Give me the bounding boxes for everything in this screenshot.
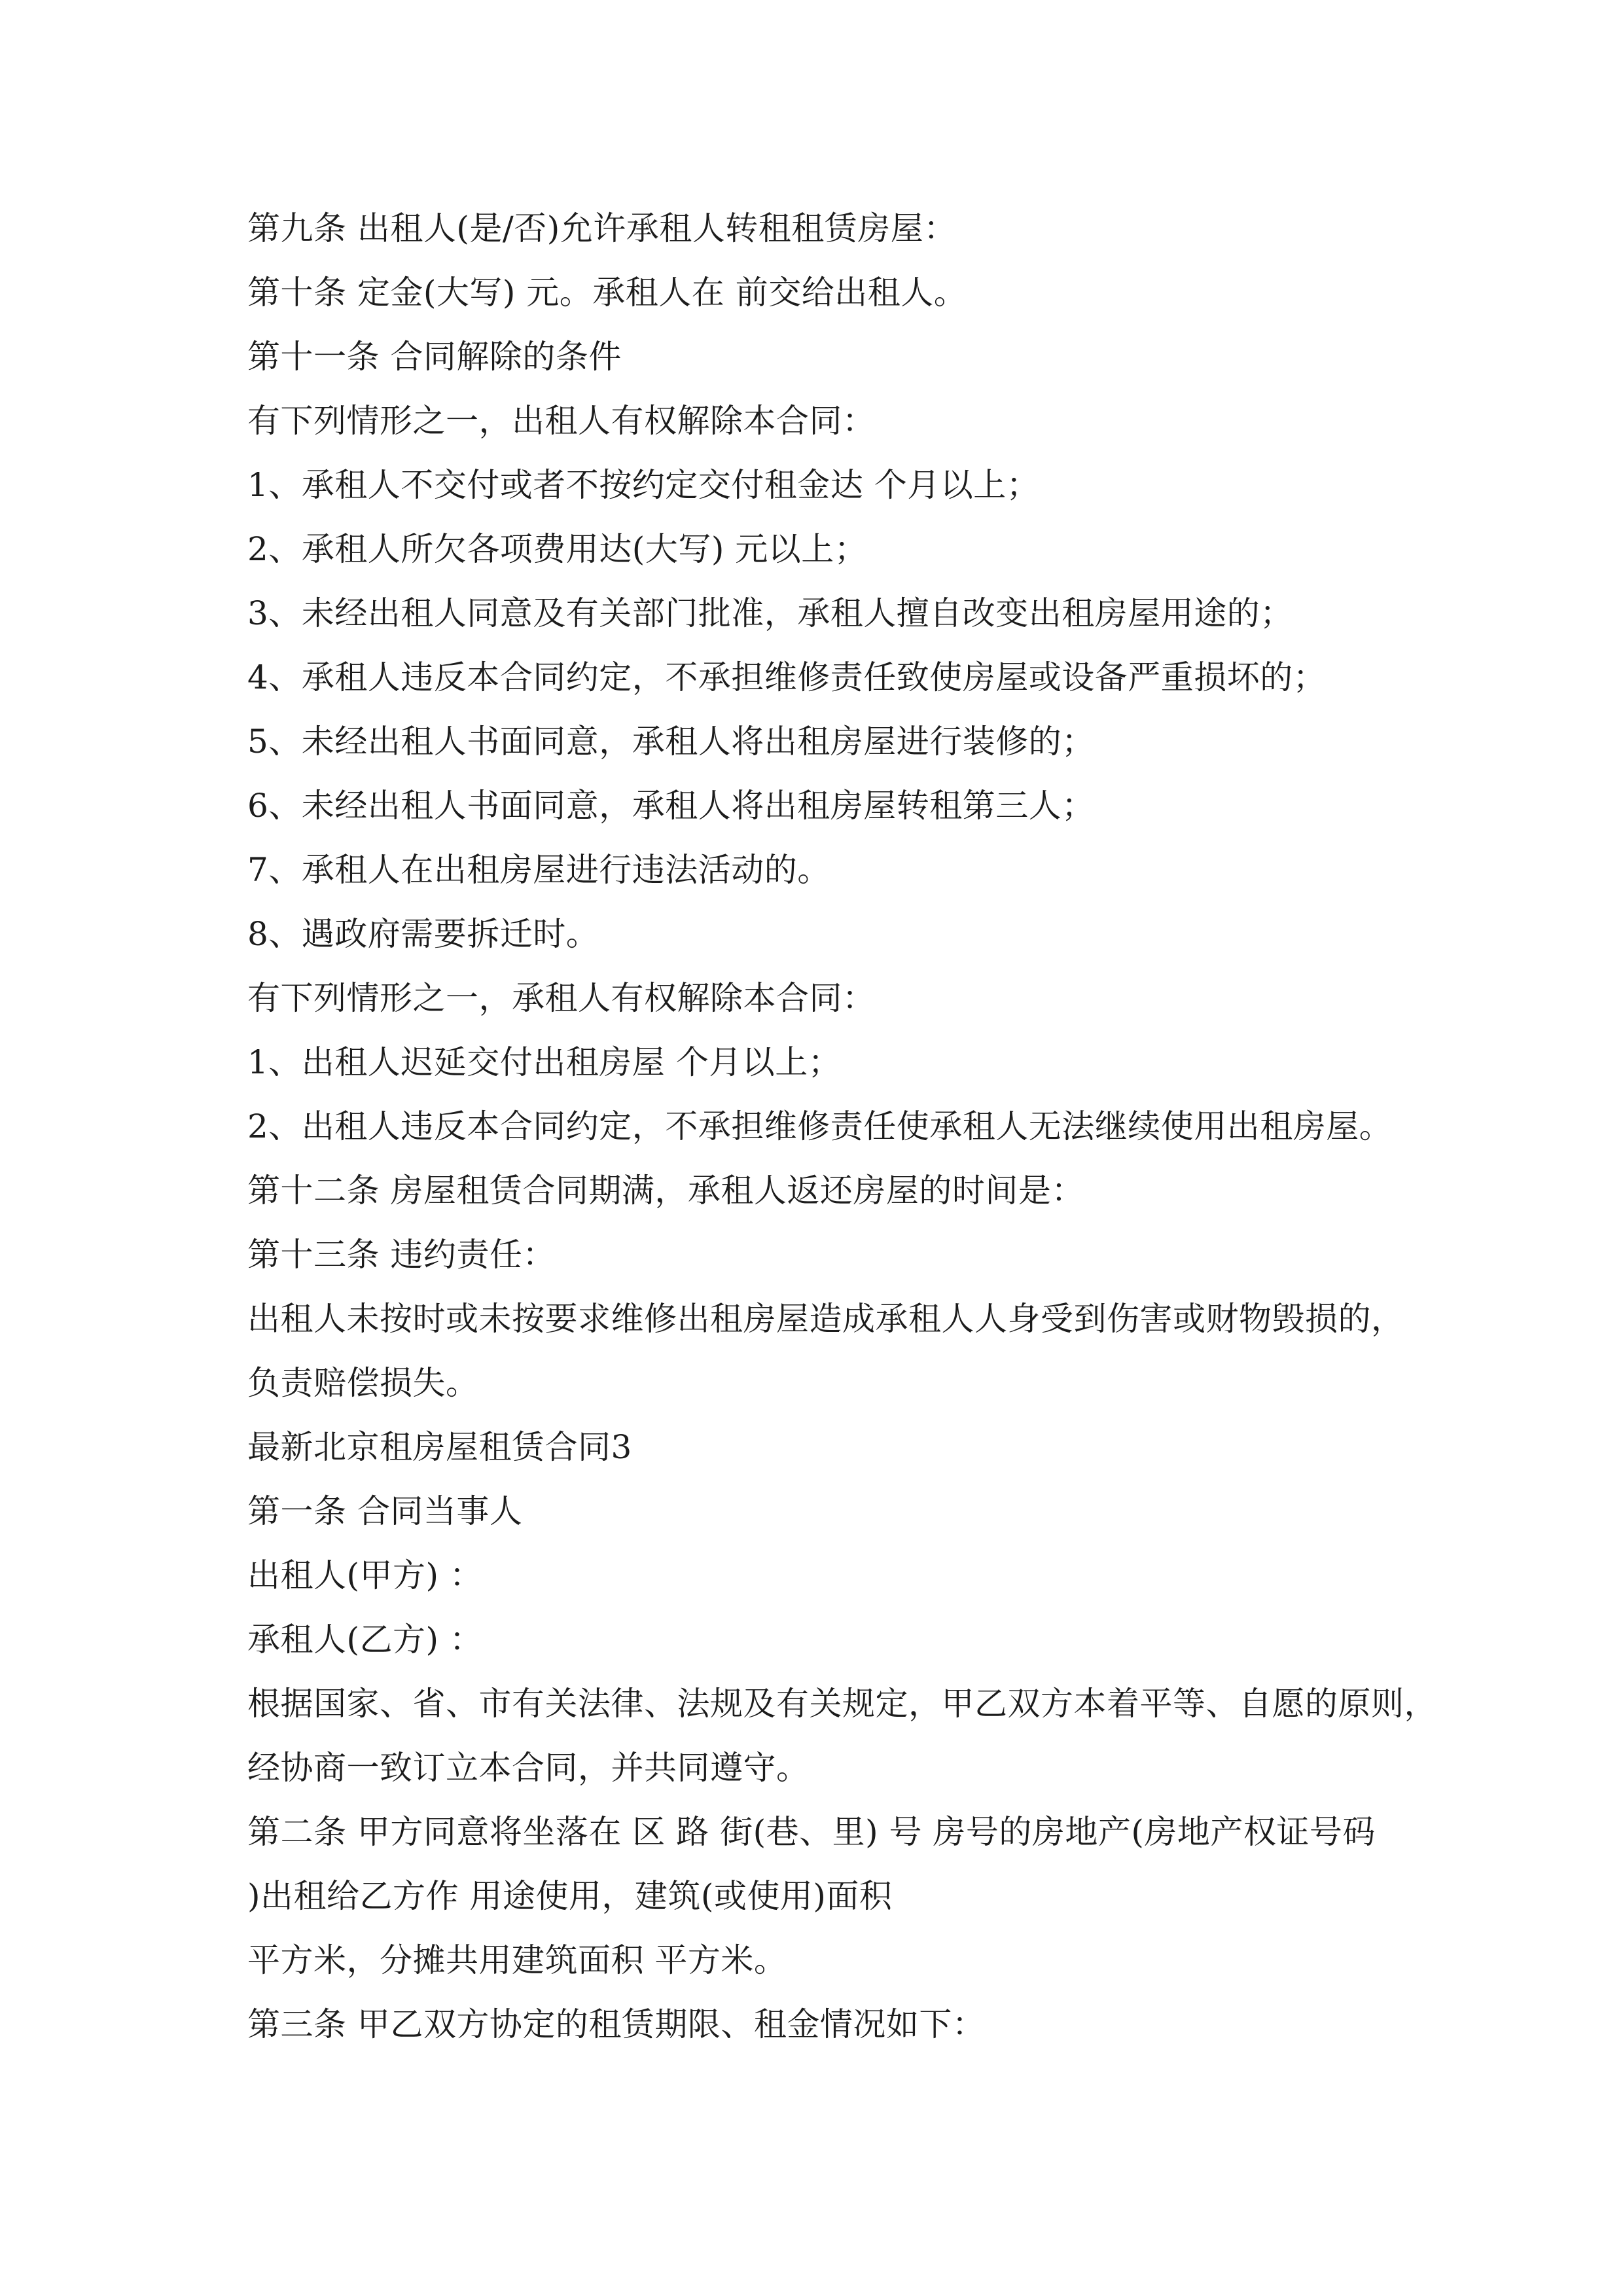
lessor-termination-item-1: 1、承租人不交付或者不按约定交付租金达 个月以上；	[247, 466, 1040, 504]
lessor-termination-item-8: 8、遇政府需要拆迁时。	[247, 915, 599, 953]
lessor-termination-intro: 有下列情形之一，出租人有权解除本合同：	[247, 402, 876, 440]
lessor-termination-item-6: 6、未经出租人书面同意，承租人将出租房屋转租第三人；	[247, 787, 1095, 825]
preamble-text-1: 根据国家、省、市有关法律、法规及有关规定，甲乙双方本着平等、自愿的原则，	[247, 1685, 1437, 1723]
lessor-termination-item-2: 2、承租人所欠各项费用达(大写) 元以上；	[247, 530, 868, 568]
clause-11-heading: 第十一条 合同解除的条件	[247, 338, 622, 376]
lessee-termination-item-2: 2、出租人违反本合同约定，不承担维修责任使承租人无法继续使用出租房屋。	[247, 1107, 1393, 1145]
party-b-line: 承租人(乙方) ：	[247, 1621, 483, 1659]
clause-2-text-3: 平方米，分摊共用建筑面积 平方米。	[247, 1941, 787, 1979]
lessee-termination-item-1: 1、出租人迟延交付出租房屋 个月以上；	[247, 1043, 842, 1081]
lessee-termination-intro: 有下列情形之一，承租人有权解除本合同：	[247, 979, 876, 1017]
clause-13-text-1: 出租人未按时或未按要求维修出租房屋造成承租人人身受到伤害或财物毁损的，	[247, 1300, 1404, 1338]
lessor-termination-item-7: 7、承租人在出租房屋进行违法活动的。	[247, 851, 830, 889]
clause-13-text-2: 负责赔偿损失。	[247, 1364, 479, 1402]
clause-9-sublease: 第九条 出租人(是/否)允许承租人转租租赁房屋：	[247, 209, 957, 247]
lessor-termination-item-4: 4、承租人违反本合同约定，不承担维修责任致使房屋或设备严重损坏的；	[247, 658, 1327, 696]
clause-12-return: 第十二条 房屋租赁合同期满，承租人返还房屋的时间是：	[247, 1172, 1084, 1210]
party-a-line: 出租人(甲方) ：	[247, 1556, 483, 1594]
lessor-termination-item-3: 3、未经出租人同意及有关部门批准，承租人擅自改变出租房屋用途的；	[247, 594, 1293, 632]
document-body	[247, 196, 1437, 2056]
preamble-text-2: 经协商一致订立本合同，并共同遵守。	[247, 1749, 810, 1787]
clause-2-text-1: 第二条 甲方同意将坐落在 区 路 街(巷、里) 号 房号的房地产(房地产权证号码	[247, 1813, 1376, 1851]
clause-3-heading: 第三条 甲乙双方协定的租赁期限、租金情况如下：	[247, 2005, 986, 2043]
lessor-termination-item-5: 5、未经出租人书面同意，承租人将出租房屋进行装修的；	[247, 723, 1095, 761]
clause-2-text-2: )出租给乙方作 用途使用，建筑(或使用)面积	[247, 1877, 893, 1915]
clause-1-heading: 第一条 合同当事人	[247, 1492, 523, 1530]
clause-13-heading: 第十三条 违约责任：	[247, 1236, 556, 1274]
clause-10-deposit: 第十条 定金(大写) 元。承租人在 前交给出租人。	[247, 274, 967, 312]
contract-3-title: 最新北京租房屋租赁合同3	[247, 1428, 632, 1466]
